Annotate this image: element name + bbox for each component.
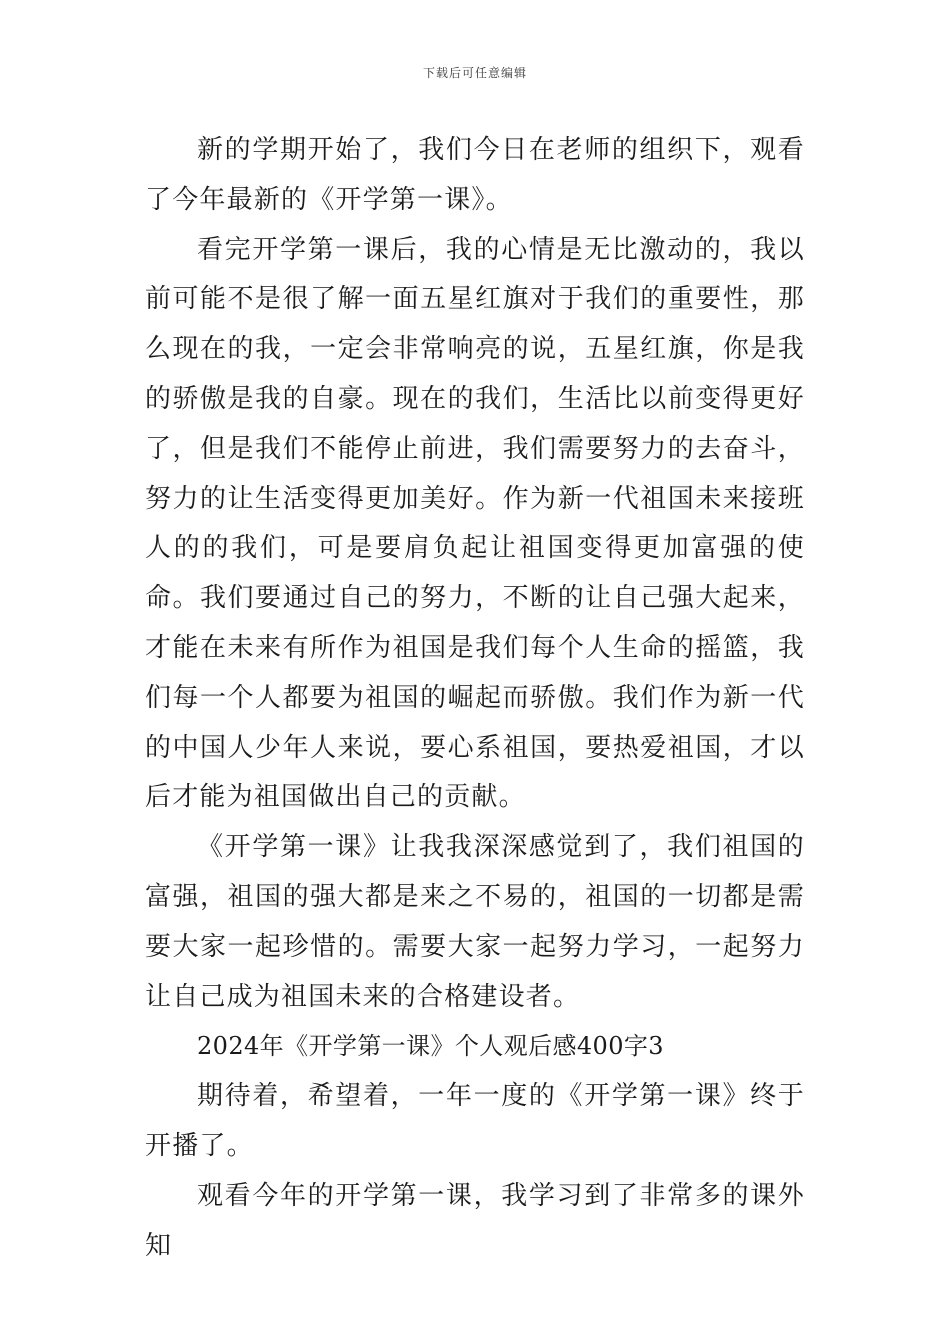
paragraph-watching: 观看今年的开学第一课，我学习到了非常多的课外知	[145, 1180, 805, 1261]
page-header-note: 下载后可任意编辑	[422, 66, 527, 80]
paragraph-reflection: 看完开学第一课后，我的心情是无比激动的，我以前可能不是很了解一面五星红旗对于我们的重要性，那么现在的我，一定会非常响亮的说，五星红旗，你是我的骄傲是我的自豪。现在的我们，生活比以前变得更好了，但是我们不能停止前进，我们需要努力的去奋斗，努力的让生活变得更加美好。作为新一代祖国未来接班人的的我们，可是要肩负起让祖国变得更加富强的使命。我们要通过自己的努力，不断的让自己强大起来，才能在未来有所作为祖国是我们每个人生命的摇篮，我们每一个人都要为祖国的崛起而骄傲。我们作为新一代的中国人少年人来说，要心系祖国，要热爱祖国，才以后才能为祖国做出自己的贡献。	[145, 234, 805, 813]
paragraph-intro: 新的学期开始了，我们今日在老师的组织下，观看了今年最新的《开学第一课》。	[145, 135, 805, 215]
document-body	[145, 126, 805, 1271]
paragraph-anticipation: 期待着，希望着，一年一度的《开学第一课》终于开播了。	[145, 1081, 805, 1161]
paragraph-conclusion: 《开学第一课》让我我深深感觉到了，我们祖国的富强，祖国的强大都是来之不易的，祖国的一切都是需要大家一起珍惜的。需要大家一起努力学习，一起努力让自己成为祖国未来的合格建设者。	[145, 832, 805, 1012]
section-heading: 2024年《开学第一课》个人观后感400字3	[197, 1032, 664, 1061]
